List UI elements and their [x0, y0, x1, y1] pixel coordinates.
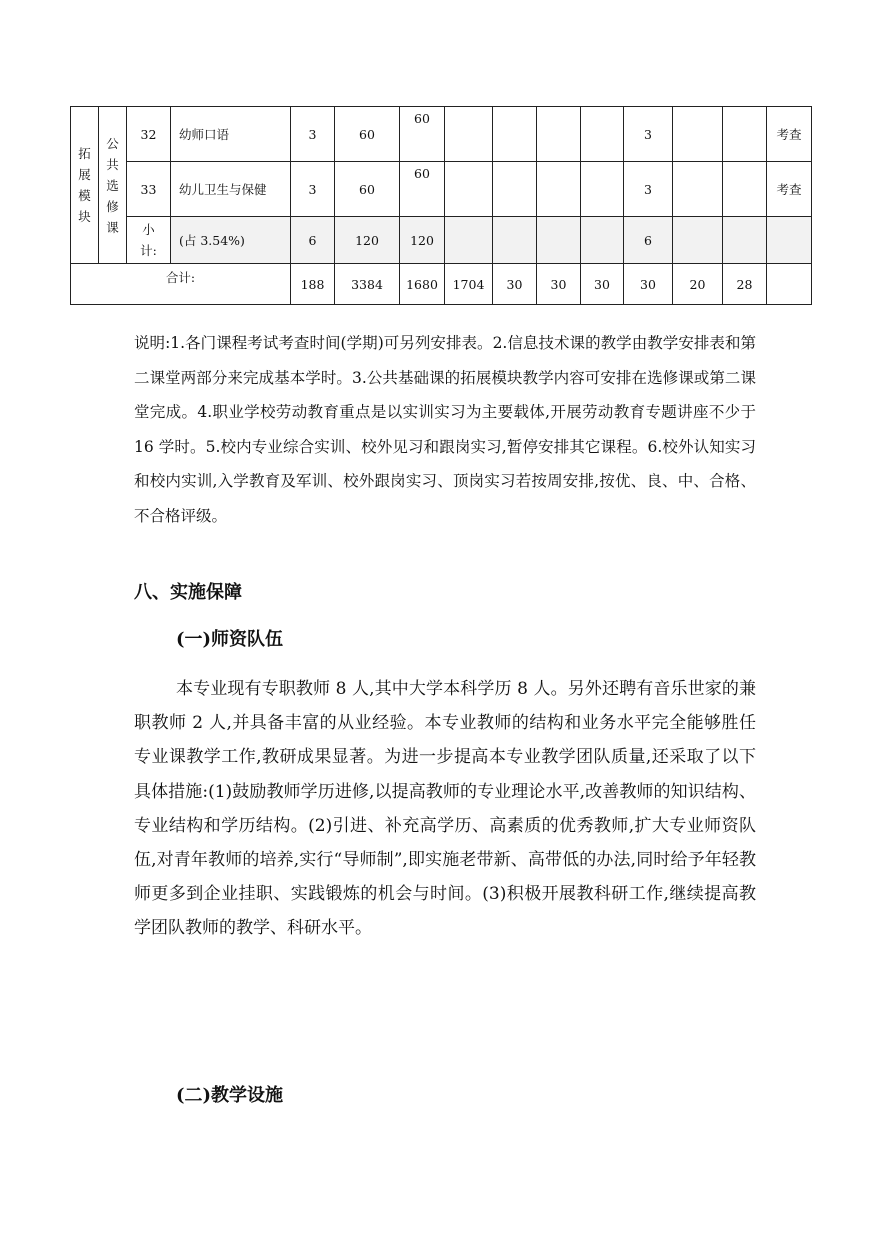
total-row [71, 264, 812, 305]
semester-7 [723, 107, 767, 162]
semester-2 [537, 162, 581, 217]
assessment: 考查 [767, 162, 812, 217]
table-note: 说明:1.各门课程考试考查时间(学期)可另列安排表。2.信息技术课的教学由教学安排表和第二课堂两部分来完成基本学时。3.公共基础课的拓展模块教学内容可安排在选修课或第二课堂完成。4.职业学校劳动教育重点是以实训实习为主要载体,开展劳动教育专题讲座不少于 16 学时。5.校内专业综合实训、校外见习和跟岗实习,暂停安排其它课程。6.校外认知实习和校内实训,入学教育及军训、校外跟岗实习、顶岗实习若按周安排,按优、良、中、合格、不合格评级。 [134, 334, 756, 525]
semester-1 [493, 107, 537, 162]
course-no: 32 [127, 107, 171, 162]
semester-7 [723, 162, 767, 217]
theory-hours: 60 [400, 107, 445, 162]
practice-hours [445, 107, 493, 162]
semester-5: 3 [624, 162, 673, 217]
semester-3 [581, 162, 624, 217]
total-practice: 1704 [445, 264, 493, 305]
teachers-paragraph: 本专业现有专职教师 8 人,其中大学本科学历 8 人。另外还聘有音乐世家的兼职教师 2 人,并具备丰富的从业经验。本专业教师的结构和业务水平完全能够胜任专业课教学工作,教研成果显著。为进一步提高本专业教学团队质量,还采取了以下具体措施:(1)鼓励教师学历进修,以提高教师的专业理论水平,改善教师的知识结构、专业结构和学历结构。(2)引进、补充高学历、高素质的优秀教师,扩大专业师资队伍,对青年教师的培养,实行“导师制”,即实施老带新、高带低的办法,同时给予年轻教师更多到企业挂职、实践锻炼的机会与时间。(3)积极开展教科研工作,继续提高教学团队教师的教学、科研水平。 [134, 679, 756, 939]
credits: 3 [291, 107, 335, 162]
semester-5: 3 [624, 107, 673, 162]
subtotal-practice [445, 217, 493, 264]
subtotal-s1 [493, 217, 537, 264]
subtotal-row [71, 217, 812, 264]
total-s1: 30 [493, 264, 537, 305]
subtotal-credits: 6 [291, 217, 335, 264]
total-s4: 30 [624, 264, 673, 305]
subtotal-label: 小计: [127, 217, 171, 264]
section-title: 八、实施保障 [134, 582, 242, 603]
facilities-heading: (二)教学设施 [176, 1085, 284, 1106]
table-row [71, 162, 812, 217]
subtotal-theory: 120 [400, 217, 445, 264]
subtotal-percent: (占 3.54%) [171, 217, 291, 264]
subtotal-hours: 120 [335, 217, 400, 264]
credits: 3 [291, 162, 335, 217]
total-label: 合计: [71, 264, 291, 305]
total-credits: 188 [291, 264, 335, 305]
hours: 60 [335, 162, 400, 217]
semester-1 [493, 162, 537, 217]
total-s3: 30 [581, 264, 624, 305]
practice-hours [445, 162, 493, 217]
semester-6 [673, 162, 723, 217]
theory-hours: 60 [400, 162, 445, 217]
subtotal-s2 [537, 217, 581, 264]
subtotal-assessment [767, 217, 812, 264]
semester-3 [581, 107, 624, 162]
subtotal-s5: 6 [624, 217, 673, 264]
teachers-heading: (一)师资队伍 [176, 629, 284, 650]
course-name: 幼儿卫生与保健 [171, 162, 291, 217]
course-name: 幼师口语 [171, 107, 291, 162]
subtotal-s7 [723, 217, 767, 264]
total-s6: 28 [723, 264, 767, 305]
total-s5: 20 [673, 264, 723, 305]
table-row [71, 107, 812, 162]
subtotal-s6 [673, 217, 723, 264]
subtotal-s3 [581, 217, 624, 264]
total-theory: 1680 [400, 264, 445, 305]
module-cell: 拓展模块 [71, 107, 99, 264]
hours: 60 [335, 107, 400, 162]
total-hours: 3384 [335, 264, 400, 305]
course-no: 33 [127, 162, 171, 217]
semester-2 [537, 107, 581, 162]
assessment: 考查 [767, 107, 812, 162]
course-table [70, 106, 812, 305]
total-s2: 30 [537, 264, 581, 305]
category-cell: 公共选修课 [99, 107, 127, 264]
semester-6 [673, 107, 723, 162]
total-assessment [767, 264, 812, 305]
